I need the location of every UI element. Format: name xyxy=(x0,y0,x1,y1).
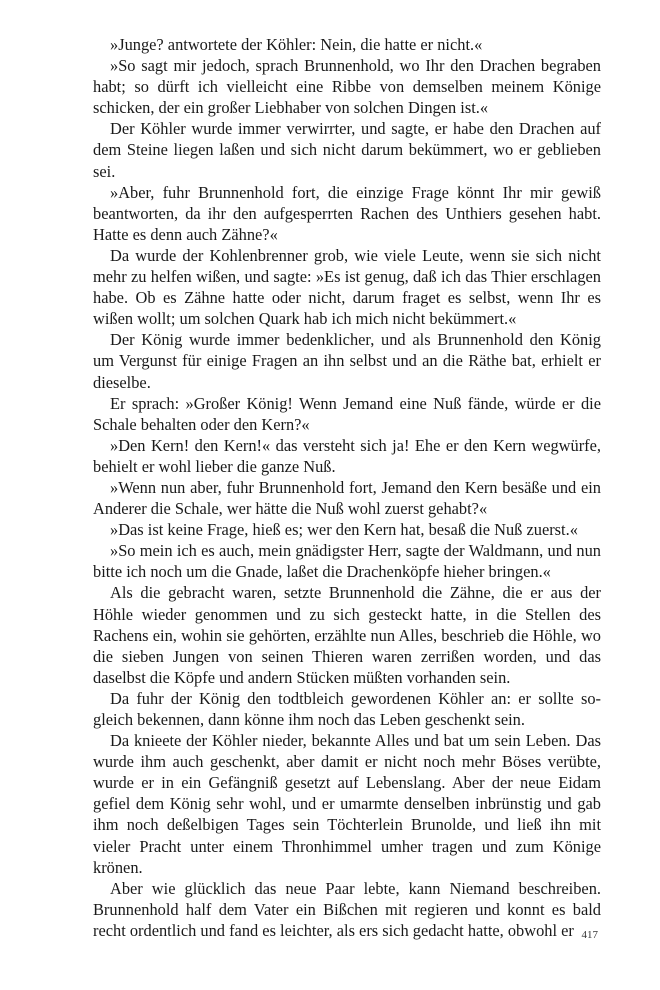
page-number: 417 xyxy=(581,929,598,941)
paragraph: »So sagt mir jedoch, sprach Brunnenhold, wo Ihr den Drachen begraben habt; so dürft ich vielleicht eine Ribbe von demselben meinem Könige schicken, der ein großer Liebhaber von solchen Dingen ist.« xyxy=(93,56,601,118)
paragraph: Der König wurde immer bedenklicher, und als Brunnenhold den König um Vergunst für einige Fragen an ihn selbst und an die Räthe bat, erhielt er dieselbe. xyxy=(93,330,601,392)
paragraph: Der Köhler wurde immer verwirrter, und sagte, er habe den Drachen auf dem Steine liegen laßen und sich nicht darum bekümmert, wo er geblieben sei. xyxy=(93,119,601,181)
paragraph: »Den Kern! den Kern!« das versteht sich ja! Ehe er den Kern wegwürfe, behielt er wohl lieber die ganze Nuß. xyxy=(93,435,601,476)
body-text xyxy=(93,34,601,941)
paragraph: Er sprach: »Großer König! Wenn Jemand eine Nuß fände, würde er die Schale behalten oder den Kern?« xyxy=(93,393,601,434)
paragraph: Da knieete der Köhler nieder, bekannte Alles und bat um sein Leben. Das wurde ihm auch geschenkt, aber damit er nicht noch mehr Böses verübte, wurde er in ein Gefängniß gesetzt auf Lebenslang. Aber der neue Eidam gefiel dem König sehr wohl, und er umarmte denselben inbrünstig und gab ihm noch deßelbigen Tages sein Töchterlein Brunolde, und ließ ihn mit vieler Pracht unter einem Thronhimmel umher tragen und zum Könige krönen. xyxy=(93,731,601,877)
paragraph: »Junge? antwortete der Köhler: Nein, die hatte er nicht.« xyxy=(110,35,483,54)
paragraph: »So mein ich es auch, mein gnädigster Herr, sagte der Waldmann, und nun bitte ich noch um die Gnade, laßet die Drachenköpfe hieher bringen.« xyxy=(93,541,601,582)
paragraph: »Aber, fuhr Brunnenhold fort, die einzige Frage könnt Ihr mir gewiß beantworten, da ihr den aufgesperrten Rachen des Unthiers gesehen habt. Hatte es denn auch Zähne?« xyxy=(93,182,601,244)
paragraph: Da wurde der Kohlenbrenner grob, wie viele Leute, wenn sie sich nicht mehr zu helfen wißen, und sagte: »Es ist genug, daß ich das Thier erschlagen habe. Ob es Zähne hatte oder nicht, darum fraget es selbst, wenn Ihr es wißen wollt; um solchen Quark hab ich mich nicht bekümmert.« xyxy=(93,245,601,329)
paragraph: »Das ist keine Frage, hieß es; wer den Kern hat, besaß die Nuß zuerst.« xyxy=(110,520,578,540)
paragraph: »Wenn nun aber, fuhr Brunnenhold fort, Jemand den Kern besäße und ein Anderer die Schale, wer hätte die Nuß wohl zuerst gehabt?« xyxy=(93,477,601,519)
paragraph: Da fuhr der König den todtbleich gewordenen Köhler an: er sollte sogleich bekennen, dann könne ihm noch das Leben geschenkt sein. xyxy=(93,688,601,729)
paragraph: Aber wie glücklich das neue Paar lebte, kann Niemand beschreiben. Brunnenhold half dem Vater ein Bißchen mit regieren und konnt es bald recht ordentlich und fand es leichter, als ers sich gedacht hatte, obwohl er xyxy=(93,878,601,940)
paragraph: Als die gebracht waren, setzte Brunnenhold die Zähne, die er aus der Höhle wieder genommen und zu sich gesteckt hatte, in die Stellen des Rachens ein, wohin sie gehörten, erzählte nun Alles, beschrieb die Höhle, wo die sieben Jungen von seinen Thieren waren zerrißen worden, und das daselbst die Köpfe und andern Stücken müßten vorhanden sein. xyxy=(93,583,601,687)
